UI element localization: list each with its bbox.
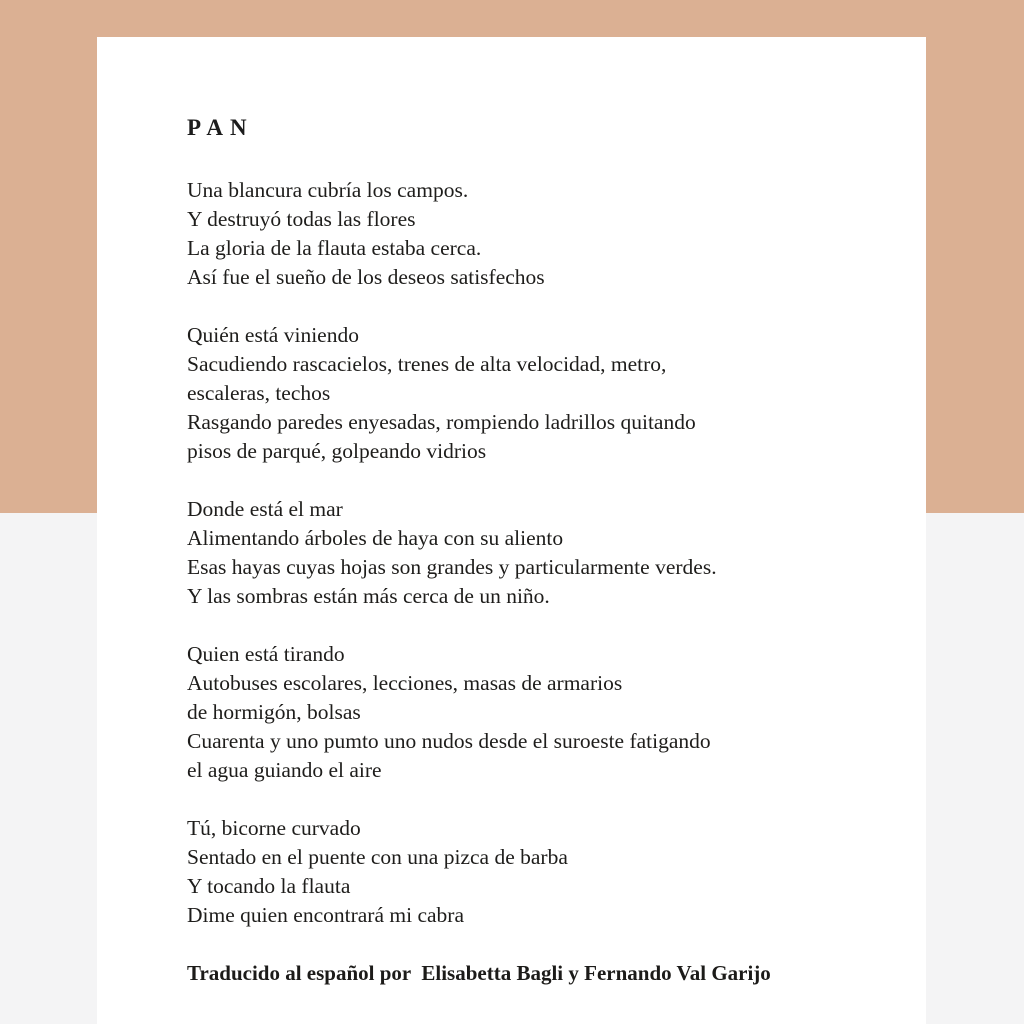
stanza-3 xyxy=(187,495,866,611)
poem-line: La gloria de la flauta estaba cerca. xyxy=(187,236,482,260)
poem-line: escaleras, techos xyxy=(187,381,331,405)
stanza-4 xyxy=(187,640,866,785)
poem-line: Cuarenta y uno pumto uno nudos desde el suroeste fatigando xyxy=(187,729,711,753)
stanza-1 xyxy=(187,176,866,292)
poem-line: Y destruyó todas las flores xyxy=(187,207,416,231)
poem-line: Dime quien encontrará mi cabra xyxy=(187,903,464,927)
poem-line: Así fue el sueño de los deseos satisfechos xyxy=(187,265,545,289)
poem-title: PAN xyxy=(187,115,254,140)
poem-line: Rasgando paredes enyesadas, rompiendo ladrillos quitando xyxy=(187,410,696,434)
stanza-2 xyxy=(187,321,866,466)
poem-line: Esas hayas cuyas hojas son grandes y particularmente verdes. xyxy=(187,555,717,579)
poem-line: Alimentando árboles de haya con su aliento xyxy=(187,526,564,550)
poem-line: de hormigón, bolsas xyxy=(187,700,361,724)
poem-line: Sacudiendo rascacielos, trenes de alta velocidad, metro, xyxy=(187,352,667,376)
poem-line: Y las sombras están más cerca de un niño. xyxy=(187,584,550,608)
poem-line: Tú, bicorne curvado xyxy=(187,816,361,840)
poem-line: pisos de parqué, golpeando vidrios xyxy=(187,439,487,463)
poem-page xyxy=(97,37,926,1024)
stanza-5 xyxy=(187,814,866,930)
poem-line: Una blancura cubría los campos. xyxy=(187,178,469,202)
translation-credit: Traducido al español por Elisabetta Bagli y Fernando Val Garijo xyxy=(187,961,771,985)
poem-line: Y tocando la flauta xyxy=(187,874,351,898)
poem-line: Quién está viniendo xyxy=(187,323,359,347)
poem-line: Autobuses escolares, lecciones, masas de armarios xyxy=(187,671,623,695)
poem-line: Quien está tirando xyxy=(187,642,345,666)
poem-line: Sentado en el puente con una pizca de barba xyxy=(187,845,568,869)
poem-line: Donde está el mar xyxy=(187,497,343,521)
poem-line: el agua guiando el aire xyxy=(187,758,382,782)
